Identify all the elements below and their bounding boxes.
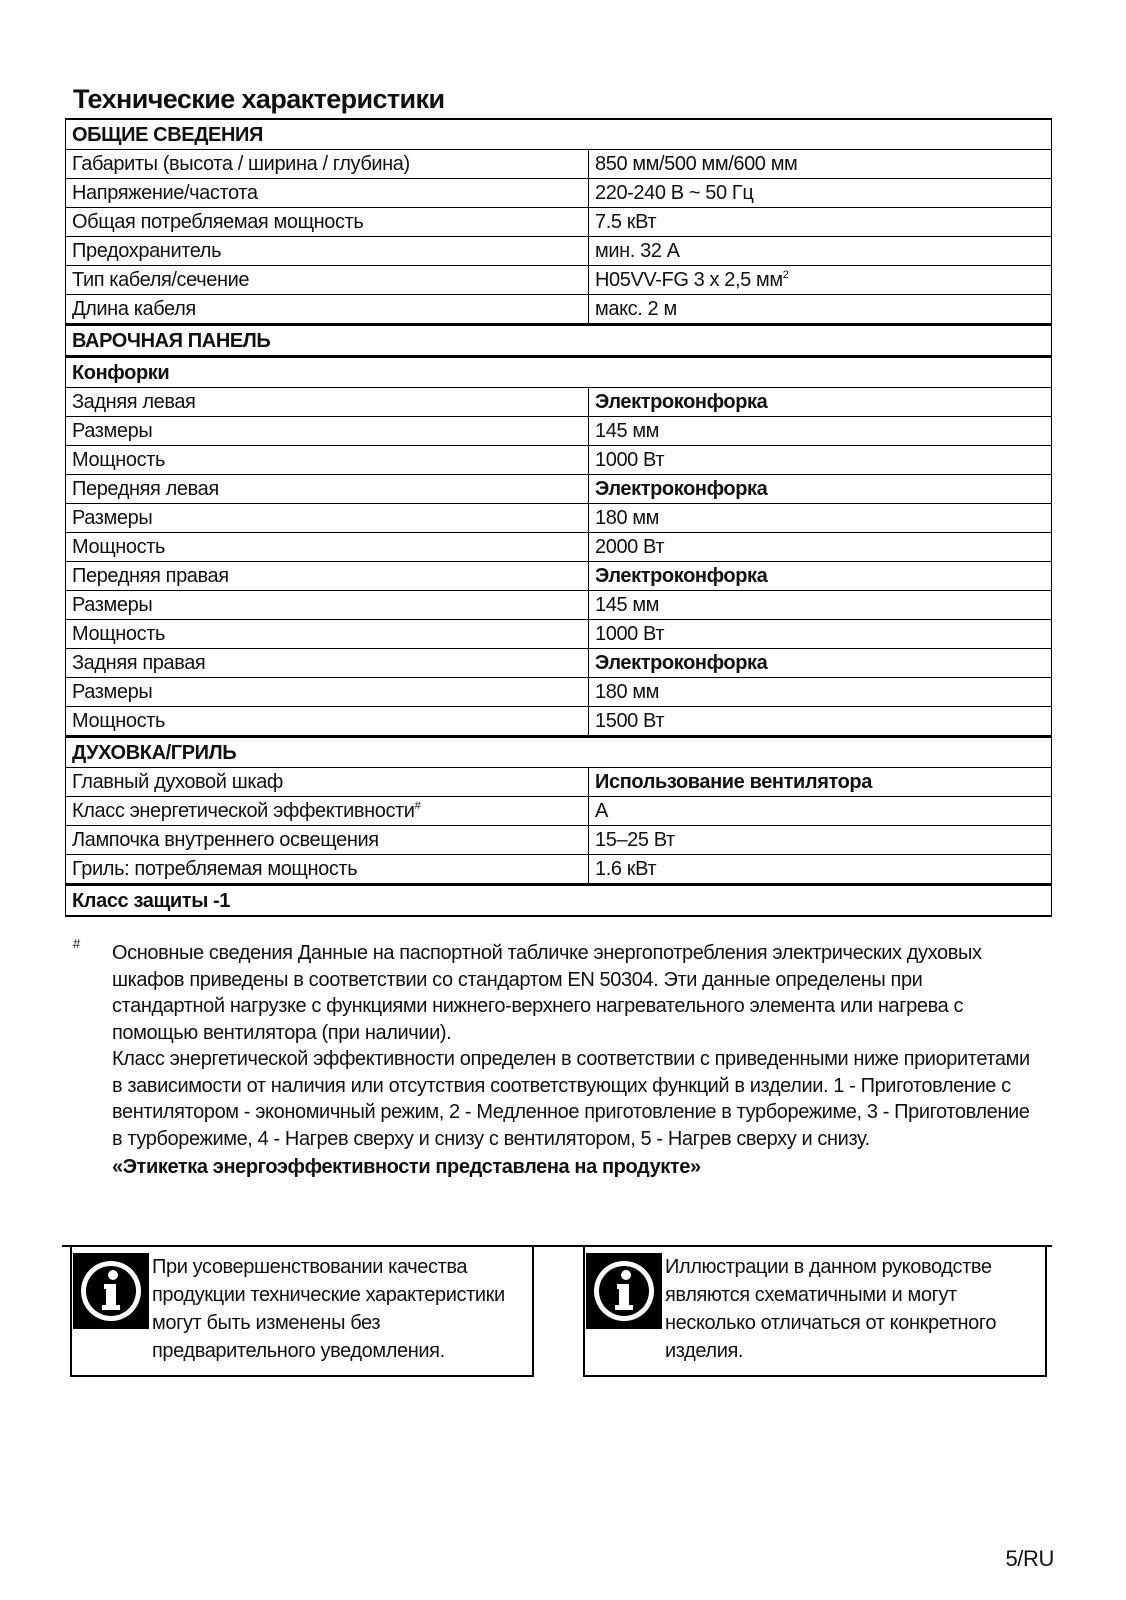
row-label: Размеры xyxy=(66,591,589,620)
section-protection xyxy=(66,885,1052,917)
table-row xyxy=(66,179,1052,208)
superscript: # xyxy=(414,800,421,812)
subsection-heading: Конфорки xyxy=(66,357,1052,388)
row-label: Размеры xyxy=(66,678,589,707)
table-row xyxy=(66,855,1052,885)
footnote-body xyxy=(112,940,1040,1181)
table-row xyxy=(66,591,1052,620)
row-value: 850 мм/500 мм/600 мм xyxy=(589,150,1052,179)
row-value: 145 мм xyxy=(589,417,1052,446)
energy-label-note: «Этикетка энергоэффективности представлена на продукте» xyxy=(112,1156,701,1178)
page-title: Технические характеристики xyxy=(73,84,445,114)
row-label: Передняя левая xyxy=(66,475,589,504)
row-value: 145 мм xyxy=(589,591,1052,620)
row-value: 220-240 В ~ 50 Гц xyxy=(589,179,1052,208)
subsection-burners xyxy=(66,357,1052,388)
row-label: Напряжение/частота xyxy=(66,179,589,208)
info-icon xyxy=(73,1253,149,1329)
footnote-paragraph: Класс энергетической эффективности определен в соответствии с приведенными ниже приоритетами в зависимости от наличия или отсутствия соответствующих функций в изделии. 1 - Приготовление с вентилятором - экономичный режим, 2 - Медленное приготовление в турборежиме, 3 - Приготовление в турборежиме, 4 - Нагрев сверху и снизу с вентилятором, 5 - Нагрев сверху и снизу. xyxy=(112,1048,1030,1150)
info-box-specs-change xyxy=(70,1247,534,1377)
info-text: При усовершенствовании качества продукции технические характеристики могут быть изменены без предварительного уведомления. xyxy=(152,1256,505,1362)
table-row xyxy=(66,768,1052,797)
row-value: 7.5 кВт xyxy=(589,208,1052,237)
row-label: Задняя левая xyxy=(66,388,589,417)
section-heading: ОБЩИЕ СВЕДЕНИЯ xyxy=(66,119,1052,150)
section-heading: ДУХОВКА/ГРИЛЬ xyxy=(66,737,1052,768)
row-value: H05VV-FG 3 x 2,5 мм xyxy=(595,269,783,291)
row-label: Мощность xyxy=(66,707,589,737)
table-row xyxy=(66,266,1052,295)
row-label: Предохранитель xyxy=(66,237,589,266)
row-value: Электроконфорка xyxy=(589,562,1052,591)
section-hob xyxy=(66,325,1052,357)
row-label: Мощность xyxy=(66,620,589,649)
row-label: Габариты (высота / ширина / глубина) xyxy=(66,150,589,179)
row-value: 180 мм xyxy=(589,504,1052,533)
row-value: Электроконфорка xyxy=(589,649,1052,678)
table-row xyxy=(66,707,1052,737)
table-row xyxy=(66,620,1052,649)
row-label-cell xyxy=(66,797,589,826)
table-row xyxy=(66,417,1052,446)
info-icon xyxy=(586,1253,662,1329)
row-value: Электроконфорка xyxy=(589,388,1052,417)
table-row xyxy=(66,678,1052,707)
section-oven xyxy=(66,737,1052,768)
specs-table xyxy=(65,118,1052,917)
table-row xyxy=(66,533,1052,562)
row-label: Передняя правая xyxy=(66,562,589,591)
table-row xyxy=(66,295,1052,325)
row-label: Размеры xyxy=(66,417,589,446)
row-label: Мощность xyxy=(66,533,589,562)
section-general xyxy=(66,119,1052,150)
table-row xyxy=(66,562,1052,591)
table-row xyxy=(66,446,1052,475)
row-label: Тип кабеля/сечение xyxy=(66,266,589,295)
row-value: 2000 Вт xyxy=(589,533,1052,562)
footnote-mark: # xyxy=(73,936,80,951)
info-text: Иллюстрации в данном руководстве являются схематичными и могут несколько отличаться от конкретного изделия. xyxy=(665,1256,997,1362)
section-heading: Класс защиты -1 xyxy=(66,885,1052,917)
table-row xyxy=(66,388,1052,417)
row-value: 1.6 кВт xyxy=(589,855,1052,885)
info-box-illustrations xyxy=(583,1247,1047,1377)
row-value: мин. 32 A xyxy=(589,237,1052,266)
row-value: 1000 Вт xyxy=(589,620,1052,649)
page-number: 5/RU xyxy=(1005,1546,1054,1571)
table-row xyxy=(66,150,1052,179)
row-label: Размеры xyxy=(66,504,589,533)
row-label: Длина кабеля xyxy=(66,295,589,325)
row-label: Главный духовой шкаф xyxy=(66,768,589,797)
row-value: Электроконфорка xyxy=(589,475,1052,504)
row-value: макс. 2 м xyxy=(589,295,1052,325)
table-row xyxy=(66,208,1052,237)
row-value: 1500 Вт xyxy=(589,707,1052,737)
superscript: 2 xyxy=(782,269,789,281)
row-value: 1000 Вт xyxy=(589,446,1052,475)
row-label: Лампочка внутреннего освещения xyxy=(66,826,589,855)
table-row xyxy=(66,797,1052,826)
table-row xyxy=(66,649,1052,678)
section-heading: ВАРОЧНАЯ ПАНЕЛЬ xyxy=(66,325,1052,357)
table-row xyxy=(66,237,1052,266)
row-value-cell xyxy=(589,266,1052,295)
row-label: Общая потребляемая мощность xyxy=(66,208,589,237)
footnote-paragraph: Основные сведения Данные на паспортной табличке энергопотребления электрических духовых шкафов приведены в соответствии со стандартом EN 50304. Эти данные определены при стандартной нагрузке с функциями нижнего-верхнего нагревательного элемента или нагрева с помощью вентилятора (при наличии). xyxy=(112,942,982,1044)
row-label: Задняя правая xyxy=(66,649,589,678)
table-row xyxy=(66,504,1052,533)
row-label: Гриль: потребляемая мощность xyxy=(66,855,589,885)
row-value: A xyxy=(589,797,1052,826)
table-row xyxy=(66,475,1052,504)
row-value: 15–25 Вт xyxy=(589,826,1052,855)
row-label: Класс энергетической эффективности xyxy=(72,800,415,822)
table-row xyxy=(66,826,1052,855)
row-label: Мощность xyxy=(66,446,589,475)
row-value: Использование вентилятора xyxy=(589,768,1052,797)
row-value: 180 мм xyxy=(589,678,1052,707)
